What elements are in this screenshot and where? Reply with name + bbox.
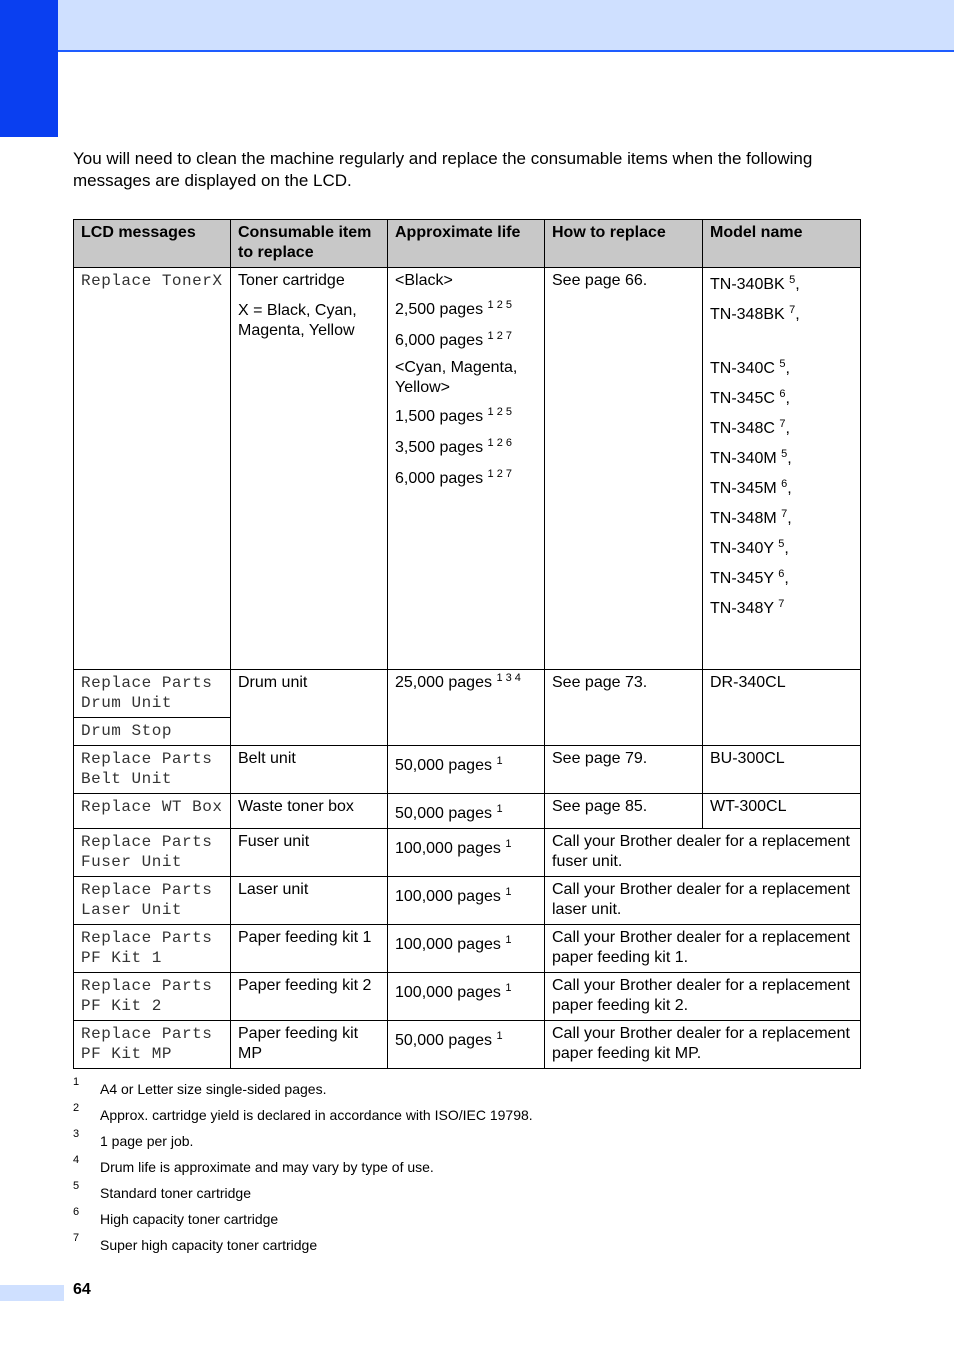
lcd-message: Replace Parts Fuser Unit [74,829,231,877]
approximate-life: 100,000 pages $^1$ [388,877,545,925]
life-value: 1,500 pages $^{1 2 5}$ [395,406,512,425]
footnote-text: Approx. cartridge yield is declared in accordance with ISO/IEC 19798. [100,1107,533,1123]
consumable-item: Paper feeding kit MP [231,1021,388,1069]
model-value: TN-340C $^5$, [710,358,790,377]
lcd-message: Replace TonerX [74,268,231,670]
col-header-lcd: LCD messages [74,220,231,268]
item-name: Toner cartridge [238,272,345,289]
header-band [0,0,954,52]
footnote-number: 3 [73,1128,80,1140]
lcd-message: Replace Parts PF Kit 2 [74,973,231,1021]
model-name: DR-340CL [703,670,861,746]
table-row [74,670,861,718]
col-header-how: How to replace [545,220,703,268]
lcd-message: Drum Stop [74,718,231,746]
how-to-replace: See page 66. [545,268,703,670]
model-value: TN-348C $^7$, [710,418,790,437]
table-row [74,1021,861,1069]
footnote-number: 5 [73,1180,80,1192]
lcd-message: Replace Parts PF Kit MP [74,1021,231,1069]
model-value: TN-345M $^6$, [710,478,792,497]
table-row [74,877,861,925]
consumable-item [231,268,388,670]
model-value: TN-345Y $^6$, [710,568,789,587]
col-header-item: Consumable item to replace [231,220,388,268]
life-group-label: <Black> [395,272,453,289]
life-value: 6,000 pages $^{1 2 7}$ [395,330,512,349]
footnote-text: High capacity toner cartridge [100,1211,279,1227]
intro-paragraph: You will need to clean the machine regularly and replace the consumable items when the following messages are displayed on the LCD. [73,149,813,190]
life-value: 2,500 pages $^{1 2 5}$ [395,299,512,318]
consumable-item: Paper feeding kit 2 [231,973,388,1021]
footnote-number: 4 [73,1154,80,1166]
consumable-item: Laser unit [231,877,388,925]
footnote-number: 2 [73,1102,80,1114]
footnote [73,1104,873,1130]
col-header-life: Approximate life [388,220,545,268]
how-to-replace: Call your Brother dealer for a replacement paper feeding kit 2. [545,973,861,1021]
page-number-band [0,1285,64,1301]
footnote-number: 7 [73,1232,80,1244]
lcd-message: Replace Parts Laser Unit [74,877,231,925]
model-value: TN-348M $^7$, [710,508,792,527]
table-row [74,746,861,794]
lcd-message: Replace Parts PF Kit 1 [74,925,231,973]
life-value: 6,000 pages $^{1 2 7}$ [395,468,512,487]
model-name: WT-300CL [703,794,861,829]
approximate-life: 100,000 pages $^1$ [388,973,545,1021]
footnote-number: 6 [73,1206,80,1218]
page-number: 64 [73,1281,91,1298]
how-to-replace: See page 79. [545,746,703,794]
footnote [73,1130,873,1156]
footnote [73,1234,873,1260]
table-header-row [74,220,861,268]
footnote-text: A4 or Letter size single-sided pages. [100,1081,327,1097]
item-note: X = Black, Cyan, Magenta, Yellow [238,302,357,339]
consumable-item: Belt unit [231,746,388,794]
model-name [703,268,861,670]
model-name: BU-300CL [703,746,861,794]
model-value: TN-340BK $^5$, [710,274,800,293]
model-value: TN-340M $^5$, [710,448,792,467]
how-to-replace: Call your Brother dealer for a replacement fuser unit. [545,829,861,877]
life-group-label: <Cyan, Magenta, Yellow> [395,359,518,396]
table-row [74,925,861,973]
consumable-item: Paper feeding kit 1 [231,925,388,973]
approximate-life: 50,000 pages $^1$ [388,794,545,829]
footnote-text: Super high capacity toner cartridge [100,1237,318,1253]
chapter-tab [0,0,58,137]
approximate-life: 100,000 pages $^1$ [388,925,545,973]
approximate-life: 50,000 pages $^1$ [388,1021,545,1069]
footnote-text: 1 page per job. [100,1133,194,1149]
table-row [74,268,861,670]
approximate-life: 100,000 pages $^1$ [388,829,545,877]
footnotes [73,1078,873,1260]
consumable-item: Waste toner box [231,794,388,829]
approximate-life: 25,000 pages $^{1 3 4}$ [388,670,545,746]
model-value: TN-340Y $^5$, [710,538,789,557]
footnote [73,1208,873,1234]
footnote-text: Standard toner cartridge [100,1185,251,1201]
table-row [74,829,861,877]
footnote-text: Drum life is approximate and may vary by type of use. [100,1159,434,1175]
model-value: TN-348BK $^7$, [710,304,800,323]
lcd-message: Replace Parts Drum Unit [74,670,231,718]
how-to-replace: Call your Brother dealer for a replacement paper feeding kit MP. [545,1021,861,1069]
footnote-number: 1 [73,1076,80,1088]
footnote [73,1078,873,1104]
approximate-life [388,268,545,670]
approximate-life: 50,000 pages $^1$ [388,746,545,794]
model-value: TN-345C $^6$, [710,388,790,407]
how-to-replace: Call your Brother dealer for a replacement paper feeding kit 1. [545,925,861,973]
consumables-table [73,219,861,1069]
life-value: 3,500 pages $^{1 2 6}$ [395,437,512,456]
how-to-replace: Call your Brother dealer for a replacement laser unit. [545,877,861,925]
table-row [74,794,861,829]
col-header-model: Model name [703,220,861,268]
consumable-item: Fuser unit [231,829,388,877]
consumable-item: Drum unit [231,670,388,746]
footnote [73,1182,873,1208]
lcd-message: Replace Parts Belt Unit [74,746,231,794]
how-to-replace: See page 85. [545,794,703,829]
footnote [73,1156,873,1182]
model-value: TN-348Y $^7$ [710,598,785,617]
lcd-message: Replace WT Box [74,794,231,829]
how-to-replace: See page 73. [545,670,703,746]
table-row [74,973,861,1021]
